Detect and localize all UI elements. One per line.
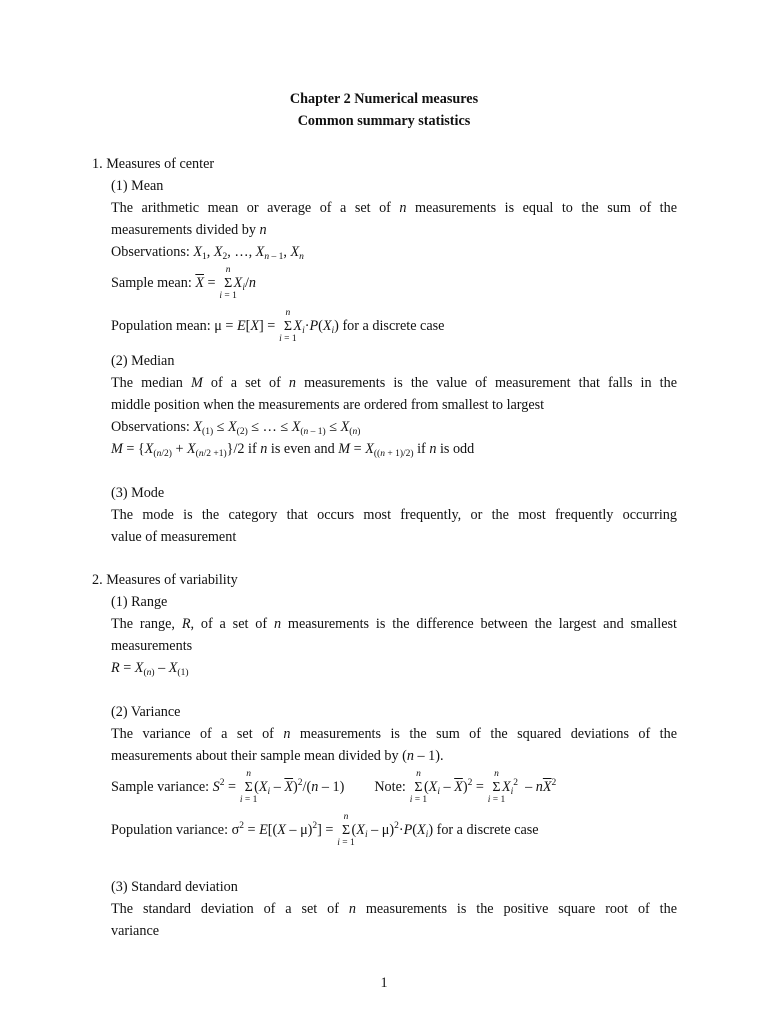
- mean-definition-line-1: The arithmetic mean or average of a set of n measurements is equal to the sum of the: [111, 200, 678, 216]
- summation-symbol: n Σ i = 1: [337, 812, 355, 848]
- mode-definition-line-1: The mode is the category that occurs most frequently, or the most frequently occurring: [111, 507, 677, 523]
- sd-definition-line-2: variance: [111, 923, 160, 939]
- summation-symbol: n Σ i = 1: [279, 308, 297, 344]
- summation-symbol: n Σ i = 1: [487, 769, 506, 805]
- chapter-subtitle: Common summary statistics: [297, 113, 471, 129]
- median-definition-line-1: The median M of a set of n measurements is the value of measurement that falls in the: [111, 375, 677, 391]
- ordered-observations-line: Observations: $X_{(1)} \le X_{(2)}$ ≤ … ≤ $X_{(n - 1)} \le X_{(n)}$: [111, 419, 361, 437]
- median-formula: $M = \{X_{(n/2)} + X_{(n/2 +1)}\}/2$ if n is even and $M = X_{((n + 1)/2)}$ if n is odd: [111, 441, 475, 459]
- mean-heading: (1) Mean: [111, 178, 164, 194]
- population-mean-formula: Population mean: μ = E[X] = n Σ i = 1 $X_i\cdot P(X_i)$ for a discrete case: [111, 308, 445, 344]
- sample-mean-formula: Sample mean: $\overline{X}$ = n Σ i = 1 $X_i/n$: [111, 265, 257, 301]
- sample-variance-formula: Sample variance: $S^2$ = n Σ i = 1 $(X_i - \overline{X})^2/(n - 1)$ Note: n Σ i = 1 $(X_i - \overline{X})^2$ = n Σ i = 1 $X_i^2 - n\overline{X}^2$: [111, 769, 557, 805]
- mode-heading: (3) Mode: [111, 485, 165, 501]
- summation-symbol: n Σ i = 1: [409, 769, 428, 805]
- chapter-title: Chapter 2 Numerical measures: [289, 91, 479, 107]
- median-definition-line-2: middle position when the measurements are ordered from smallest to largest: [111, 397, 545, 413]
- range-formula: $R = X_{(n)} - X_{(1)}$: [111, 660, 189, 678]
- section-heading-center: 1. Measures of center: [92, 156, 215, 172]
- note-label: Note:: [374, 779, 410, 795]
- population-variance-formula: Population variance: $\sigma^2 = E[(X - \mu)^2]$ = n Σ i = 1 $(X_i - \mu)^2\cdot P(X_i)$ for a discrete case: [111, 812, 539, 848]
- variance-definition-line-2: measurements about their sample mean divided by (n – 1).: [111, 748, 444, 764]
- standard-deviation-heading: (3) Standard deviation: [111, 879, 238, 895]
- summation-symbol: n Σ i = 1: [239, 769, 258, 805]
- variance-definition-line-1: The variance of a set of n measurements is the sum of the squared deviations of the: [111, 726, 678, 742]
- section-heading-variability: 2. Measures of variability: [92, 572, 238, 588]
- range-heading: (1) Range: [111, 594, 168, 610]
- mean-definition-line-2: measurements divided by n: [111, 222, 267, 238]
- range-definition-line-1: The range, R, of a set of n measurements is the difference between the largest and smallest: [111, 616, 678, 632]
- summation-symbol: n Σ i = 1: [219, 265, 237, 301]
- median-heading: (2) Median: [111, 353, 175, 369]
- page-number: 1: [380, 975, 388, 991]
- mode-definition-line-2: value of measurement: [111, 529, 237, 545]
- sd-definition-line-1: The standard deviation of a set of n measurements is the positive square root of the: [111, 901, 677, 917]
- range-definition-line-2: measurements: [111, 638, 193, 654]
- observations-line: Observations: $X_1$, $X_2$, …, $X_{n - 1}$, $X_n$: [111, 244, 304, 262]
- variance-heading: (2) Variance: [111, 704, 181, 720]
